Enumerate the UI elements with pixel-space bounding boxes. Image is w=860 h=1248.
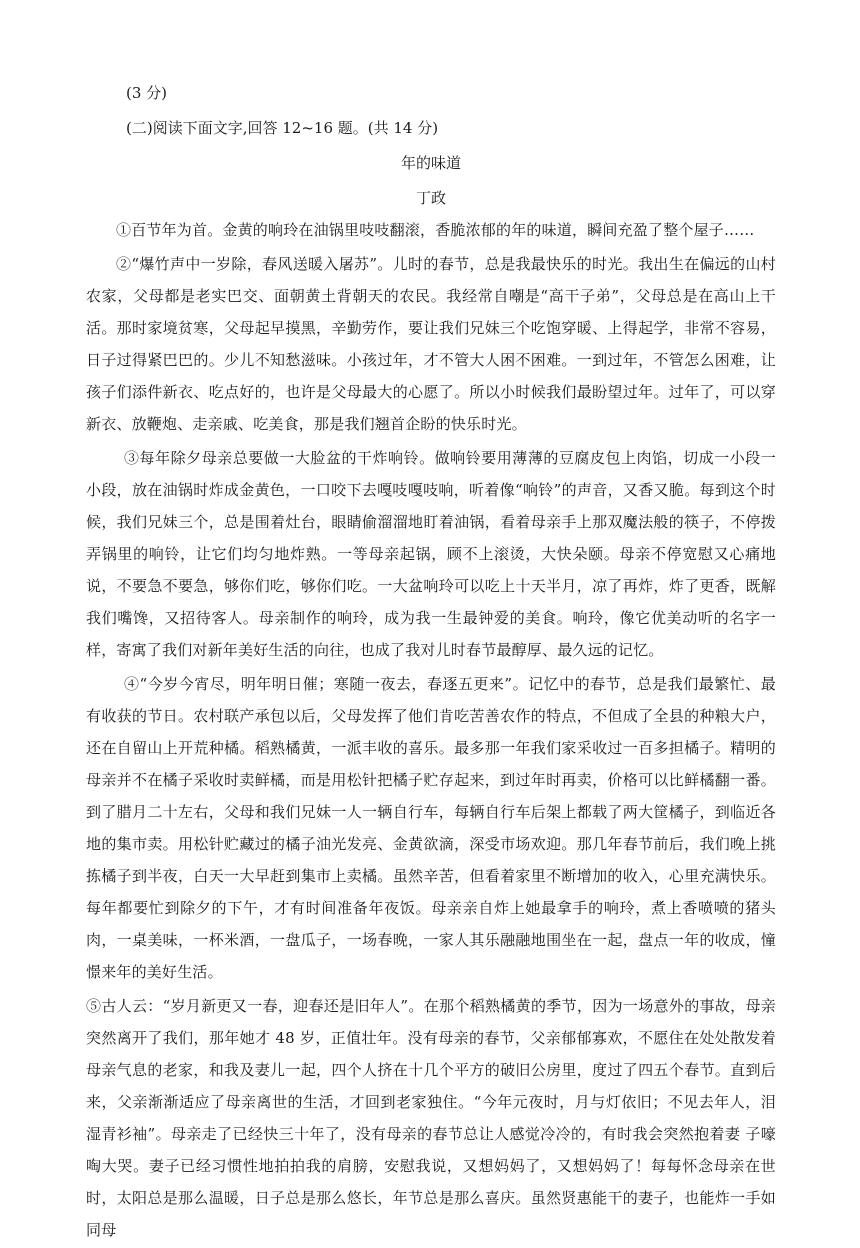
paragraph-1: ①百节年为首。金黄的响玲在油锅里吱吱翻滚，香脆浓郁的年的味道，瞬间充盈了整个屋子…… bbox=[116, 221, 755, 239]
score-note: (3 分) bbox=[126, 84, 168, 102]
reading-instruction: (二)阅读下面文字,回答 12~16 题。(共 14 分) bbox=[126, 119, 439, 137]
paragraph-4: ④“今岁今宵尽，明年明日催；寒随一夜去，春逐五更来”。记忆中的春节，总是我们最繁忙、最有收获的节日。农村联产承包以后，父母发挥了他们肯吃苦善农作的特点，不但成了全县的种粮大户，还在自留山上开荒种橘。稻熟橘黄，一派丰收的喜乐。最多那一年我们家采收过一百多担橘子。精明的母亲并不在橘子采收时卖鲜橘，而是用松针把橘子贮存起来，到过年时再卖，价格可以比鲜橘翻一番。到了腊月二十左右，父母和我们兄妹一人一辆自行车，每辆自行车后架上都载了两大筐橘子，到临近各地的集市卖。用松针贮藏过的橘子油光发亮、金黄欲滴，深受市场欢迎。那几年春节前后，我们晚上挑拣橘子到半夜，白天一大早赶到集市上卖橘。虽然辛苦，但看着家里不断增加的收入，心里充满快乐。每年都要忙到除夕的下午，才有时间准备年夜饭。母亲亲自炸上她最拿手的响玲，煮上香喷喷的猪头肉，一桌美味，一杯米酒，一盘瓜子，一场春晚，一家人其乐融融地围坐在一起，盘点一年的收成，憧憬来年的美好生活。 bbox=[86, 675, 776, 981]
paragraph-3: ③每年除夕母亲总要做一大脸盆的干炸响铃。做响铃要用薄薄的豆腐皮包上肉馅，切成一小段一小段，放在油锅时炸成金黄色，一口咬下去嘎吱嘎吱响，听着像“响铃”的声音，又香又脆。每到这个时候，我们兄妹三个，总是围着灶台，眼睛偷溜溜地盯着油锅，看着母亲手上那双魔法般的筷子，不停拨弄锅里的响铃，让它们均匀地炸熟。一等母亲起锅，顾不上滚烫，大快朵颐。母亲不停宽慰又心痛地说，不要急不要急，够你们吃，够你们吃。一大盆响玲可以吃上十天半月，凉了再炸，炸了更香，既解我们嘴馋，又招待客人。母亲制作的响玲，成为我一生最钟爱的美食。响玲，像它优美动听的名字一样，寄寓了我们对新年美好生活的向往，也成了我对儿时春节最醇厚、最久远的记忆。 bbox=[86, 449, 776, 659]
paragraph-5: ⑤古人云：“岁月新更又一春，迎春还是旧年人”。在那个稻熟橘黄的季节，因为一场意外的事故，母亲突然离开了我们，那年她才 48 岁，正值壮年。没有母亲的春节，父亲郁郁寡欢，不愿住在处处散发着母亲气息的老家，和我及妻儿一起，四个人挤在十几个平方的破旧公房里，度过了四五个春节。直到后来，父亲渐渐适应了母亲离世的生活，才回到老家独住。“今年元夜时，月与灯依旧；不见去年人，泪湿青衫袖”。母亲走了已经快三十年了，没有母亲的春节总让人感觉冷冷的，有时我会突然抱着妻 子嚎啕大哭。妻子已经习惯性地拍拍我的肩膀，安慰我说，又想妈妈了，又想妈妈了！每每怀念母亲在世时，太阳总是那么温暖，日子总是那么悠长，年节总是那么喜庆。虽然贤惠能干的妻子，也能炸一手如同母 bbox=[86, 997, 776, 1239]
paragraph-2: ②“爆竹声中一岁除，春风送暖入屠苏”。儿时的春节，总是我最快乐的时光。我出生在偏远的山村农家，父母都是老实巴交、面朝黄土背朝天的农民。我经常自嘲是“高干子弟”，父母总是在高山上干活。那时家境贫寒，父母起早摸黑，辛勤劳作，要让我们兄妹三个吃饱穿暖、上得起学，非常不容易，日子过得紧巴巴的。少儿不知愁滋味。小孩过年，才不管大人困不困难。一到过年，不管怎么困难，让孩子们添件新衣、吃点好的，也许是父母最大的心愿了。所以小时候我们最盼望过年。过年了，可以穿新衣、放鞭炮、走亲戚、吃美食，那是我们翘首企盼的快乐时光。 bbox=[86, 255, 776, 433]
article-author: 丁政 bbox=[415, 189, 446, 207]
article-title: 年的味道 bbox=[400, 154, 461, 172]
document-page bbox=[86, 80, 776, 1248]
